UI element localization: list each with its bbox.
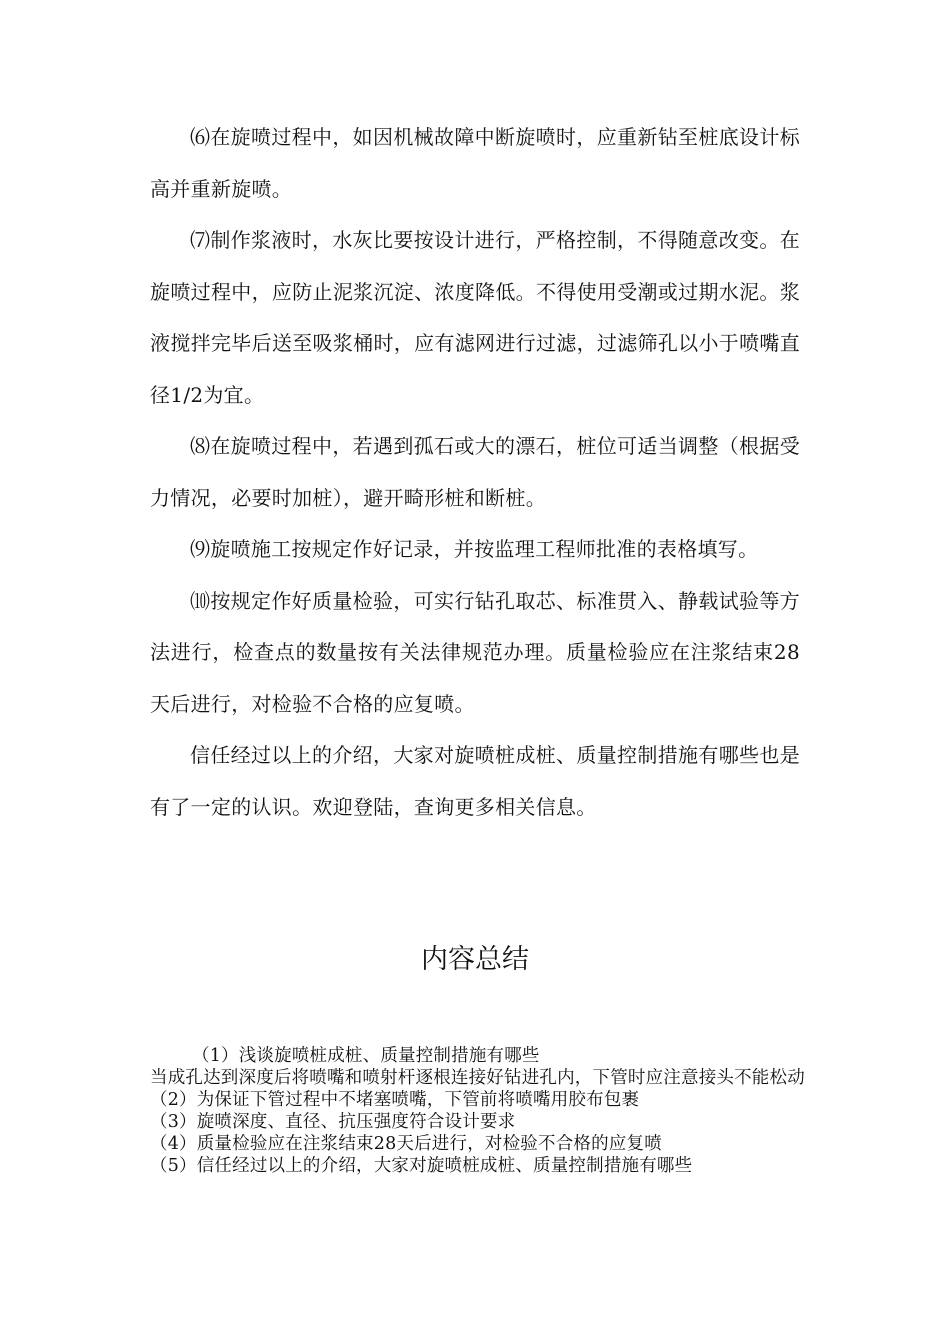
- paragraph-item-10: ⑽按规定作好质量检验，可实行钻孔取芯、标准贯入、静载试验等方法进行，检查点的数量按有关法律规范办理。质量检验应在注浆结束28天后进行，对检验不合格的应复喷。: [150, 588, 800, 716]
- paragraph-item-9: ⑼旋喷施工按规定作好记录，并按监理工程师批准的表格填写。: [190, 537, 759, 561]
- paragraph-item-7: ⑺制作浆液时，水灰比要按设计进行，严格控制，不得随意改变。在旋喷过程中，应防止泥浆沉淀、浓度降低。不得使用受潮或过期水泥。浆液搅拌完毕后送至吸浆桶时，应有滤网进行过滤，过滤筛孔以小于喷嘴直径1/2为宜。: [150, 228, 800, 407]
- summary-list: [150, 1045, 810, 1177]
- summary-line: （3）旋喷深度、直径、抗压强度符合设计要求: [150, 1112, 516, 1132]
- summary-line: （2）为保证下管过程中不堵塞喷嘴，下管前将喷嘴用胶布包裹: [150, 1090, 640, 1110]
- summary-line: （4）质量检验应在注浆结束28天后进行，对检验不合格的应复喷: [150, 1134, 662, 1154]
- summary-line: （5）信任经过以上的介绍，大家对旋喷桩成桩、质量控制措施有哪些: [150, 1156, 693, 1176]
- paragraph-conclusion: 信任经过以上的介绍，大家对旋喷桩成桩、质量控制措施有哪些也是有了一定的认识。欢迎登陆，查询更多相关信息。: [150, 743, 800, 819]
- paragraph-item-6: ⑹在旋喷过程中，如因机械故障中断旋喷时，应重新钻至桩底设计标高并重新旋喷。: [150, 125, 800, 201]
- paragraph-item-8: ⑻在旋喷过程中，若遇到孤石或大的漂石，桩位可适当调整（根据受力情况，必要时加桩），避开畸形桩和断桩。: [150, 434, 800, 510]
- summary-title: 内容总结: [421, 944, 529, 975]
- summary-line: （1）浅谈旋喷桩成桩、质量控制措施有哪些: [192, 1046, 540, 1066]
- summary-line: 当成孔达到深度后将喷嘴和喷射杆逐根连接好钻进孔内，下管时应注意接头不能松动: [150, 1068, 805, 1088]
- body-text: [150, 112, 800, 833]
